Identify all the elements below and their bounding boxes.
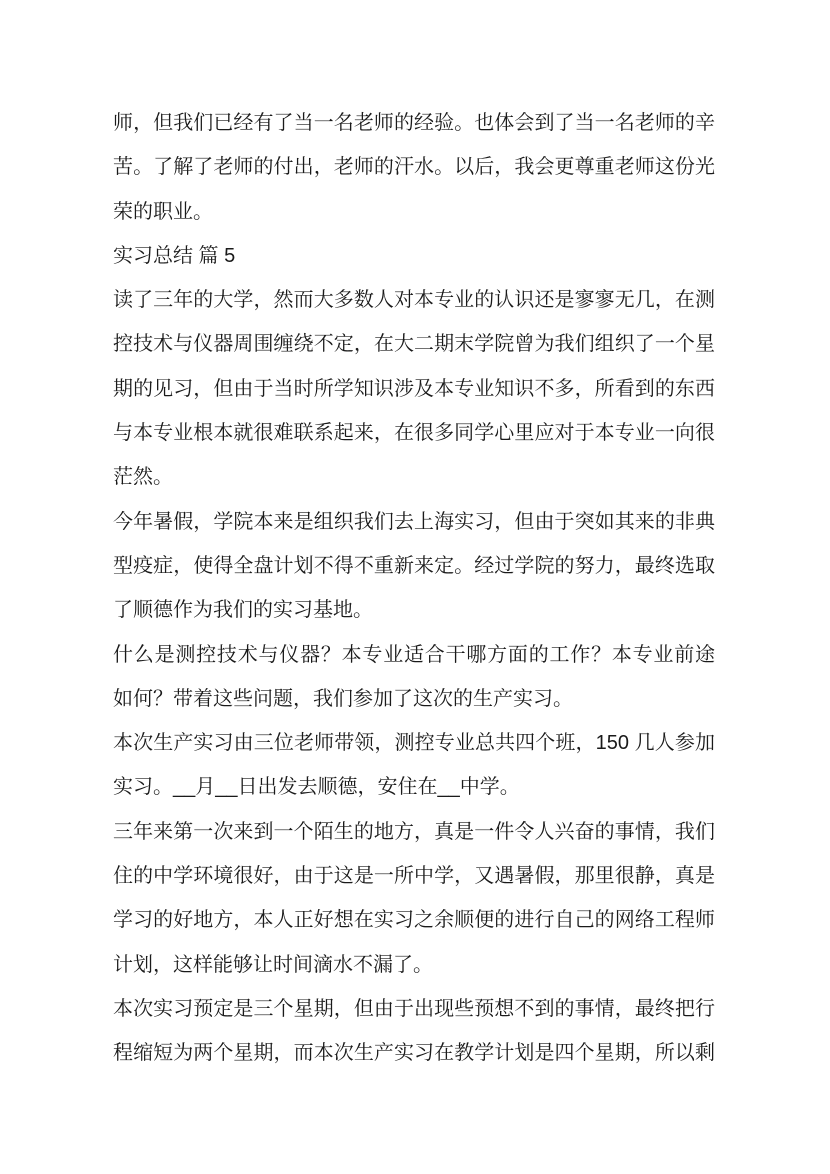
- text-line: 计划，这样能够让时间滴水不漏了。: [113, 953, 433, 976]
- text-line: 了顺德作为我们的实习基地。: [113, 599, 373, 622]
- paragraph: [113, 810, 715, 987]
- document-body: [113, 101, 715, 1076]
- paragraph: [113, 987, 715, 1076]
- text-line: 师，但我们已经有了当一名老师的经验。也体会到了当一名老师的辛: [113, 112, 715, 134]
- text-line: 型疫症，使得全盘计划不得不重新来定。经过学院的努力，最终选取: [113, 554, 715, 577]
- text-line: 程缩短为两个星期，而本次生产实习在教学计划是四个星期，所以剩: [113, 1042, 715, 1065]
- text-line: 学习的好地方，本人正好想在实习之余顺便的进行自己的网络工程师: [113, 909, 715, 932]
- text-line: 控技术与仪器周围缠绕不定，在大二期末学院曾为我们组织了一个星: [113, 333, 715, 356]
- paragraph: [113, 101, 715, 234]
- text-line: 读了三年的大学，然而大多数人对本专业的认识还是寥寥无几，在测: [113, 289, 715, 312]
- text-line: 实习。__月__日出发去顺德，安住在__中学。: [113, 776, 520, 799]
- text-line: 期的见习，但由于当时所学知识涉及本专业知识不多，所看到的东西: [113, 377, 715, 400]
- paragraph: [113, 633, 715, 722]
- text-line: 苦。了解了老师的付出，老师的汗水。以后，我会更尊重老师这份光: [113, 156, 715, 179]
- text-line: 什么是测控技术与仪器？本专业适合干哪方面的工作？本专业前途: [113, 643, 715, 666]
- text-line: 如何？带着这些问题，我们参加了这次的生产实习。: [113, 687, 573, 710]
- text-line: 住的中学环境很好，由于这是一所中学，又遇暑假，那里很静，真是: [113, 865, 715, 888]
- text-line: 荣的职业。: [113, 200, 213, 223]
- paragraph: [113, 500, 715, 633]
- section-heading: [113, 234, 715, 278]
- text-line: 茫然。: [113, 466, 173, 489]
- paragraph: [113, 721, 715, 810]
- text-line: 今年暑假，学院本来是组织我们去上海实习，但由于突如其来的非典: [113, 510, 715, 533]
- text-line: 本次实习预定是三个星期，但由于出现些预想不到的事情，最终把行: [113, 997, 715, 1020]
- text-line: 实习总结 篇 5: [113, 244, 236, 267]
- text-line: 与本专业根本就很难联系起来，在很多同学心里应对于本专业一向很: [113, 422, 715, 445]
- text-line: 本次生产实习由三位老师带领，测控专业总共四个班，150 几人参加: [113, 732, 715, 755]
- text-line: 三年来第一次来到一个陌生的地方，真是一件令人兴奋的事情，我们: [113, 820, 715, 843]
- paragraph: [113, 278, 715, 499]
